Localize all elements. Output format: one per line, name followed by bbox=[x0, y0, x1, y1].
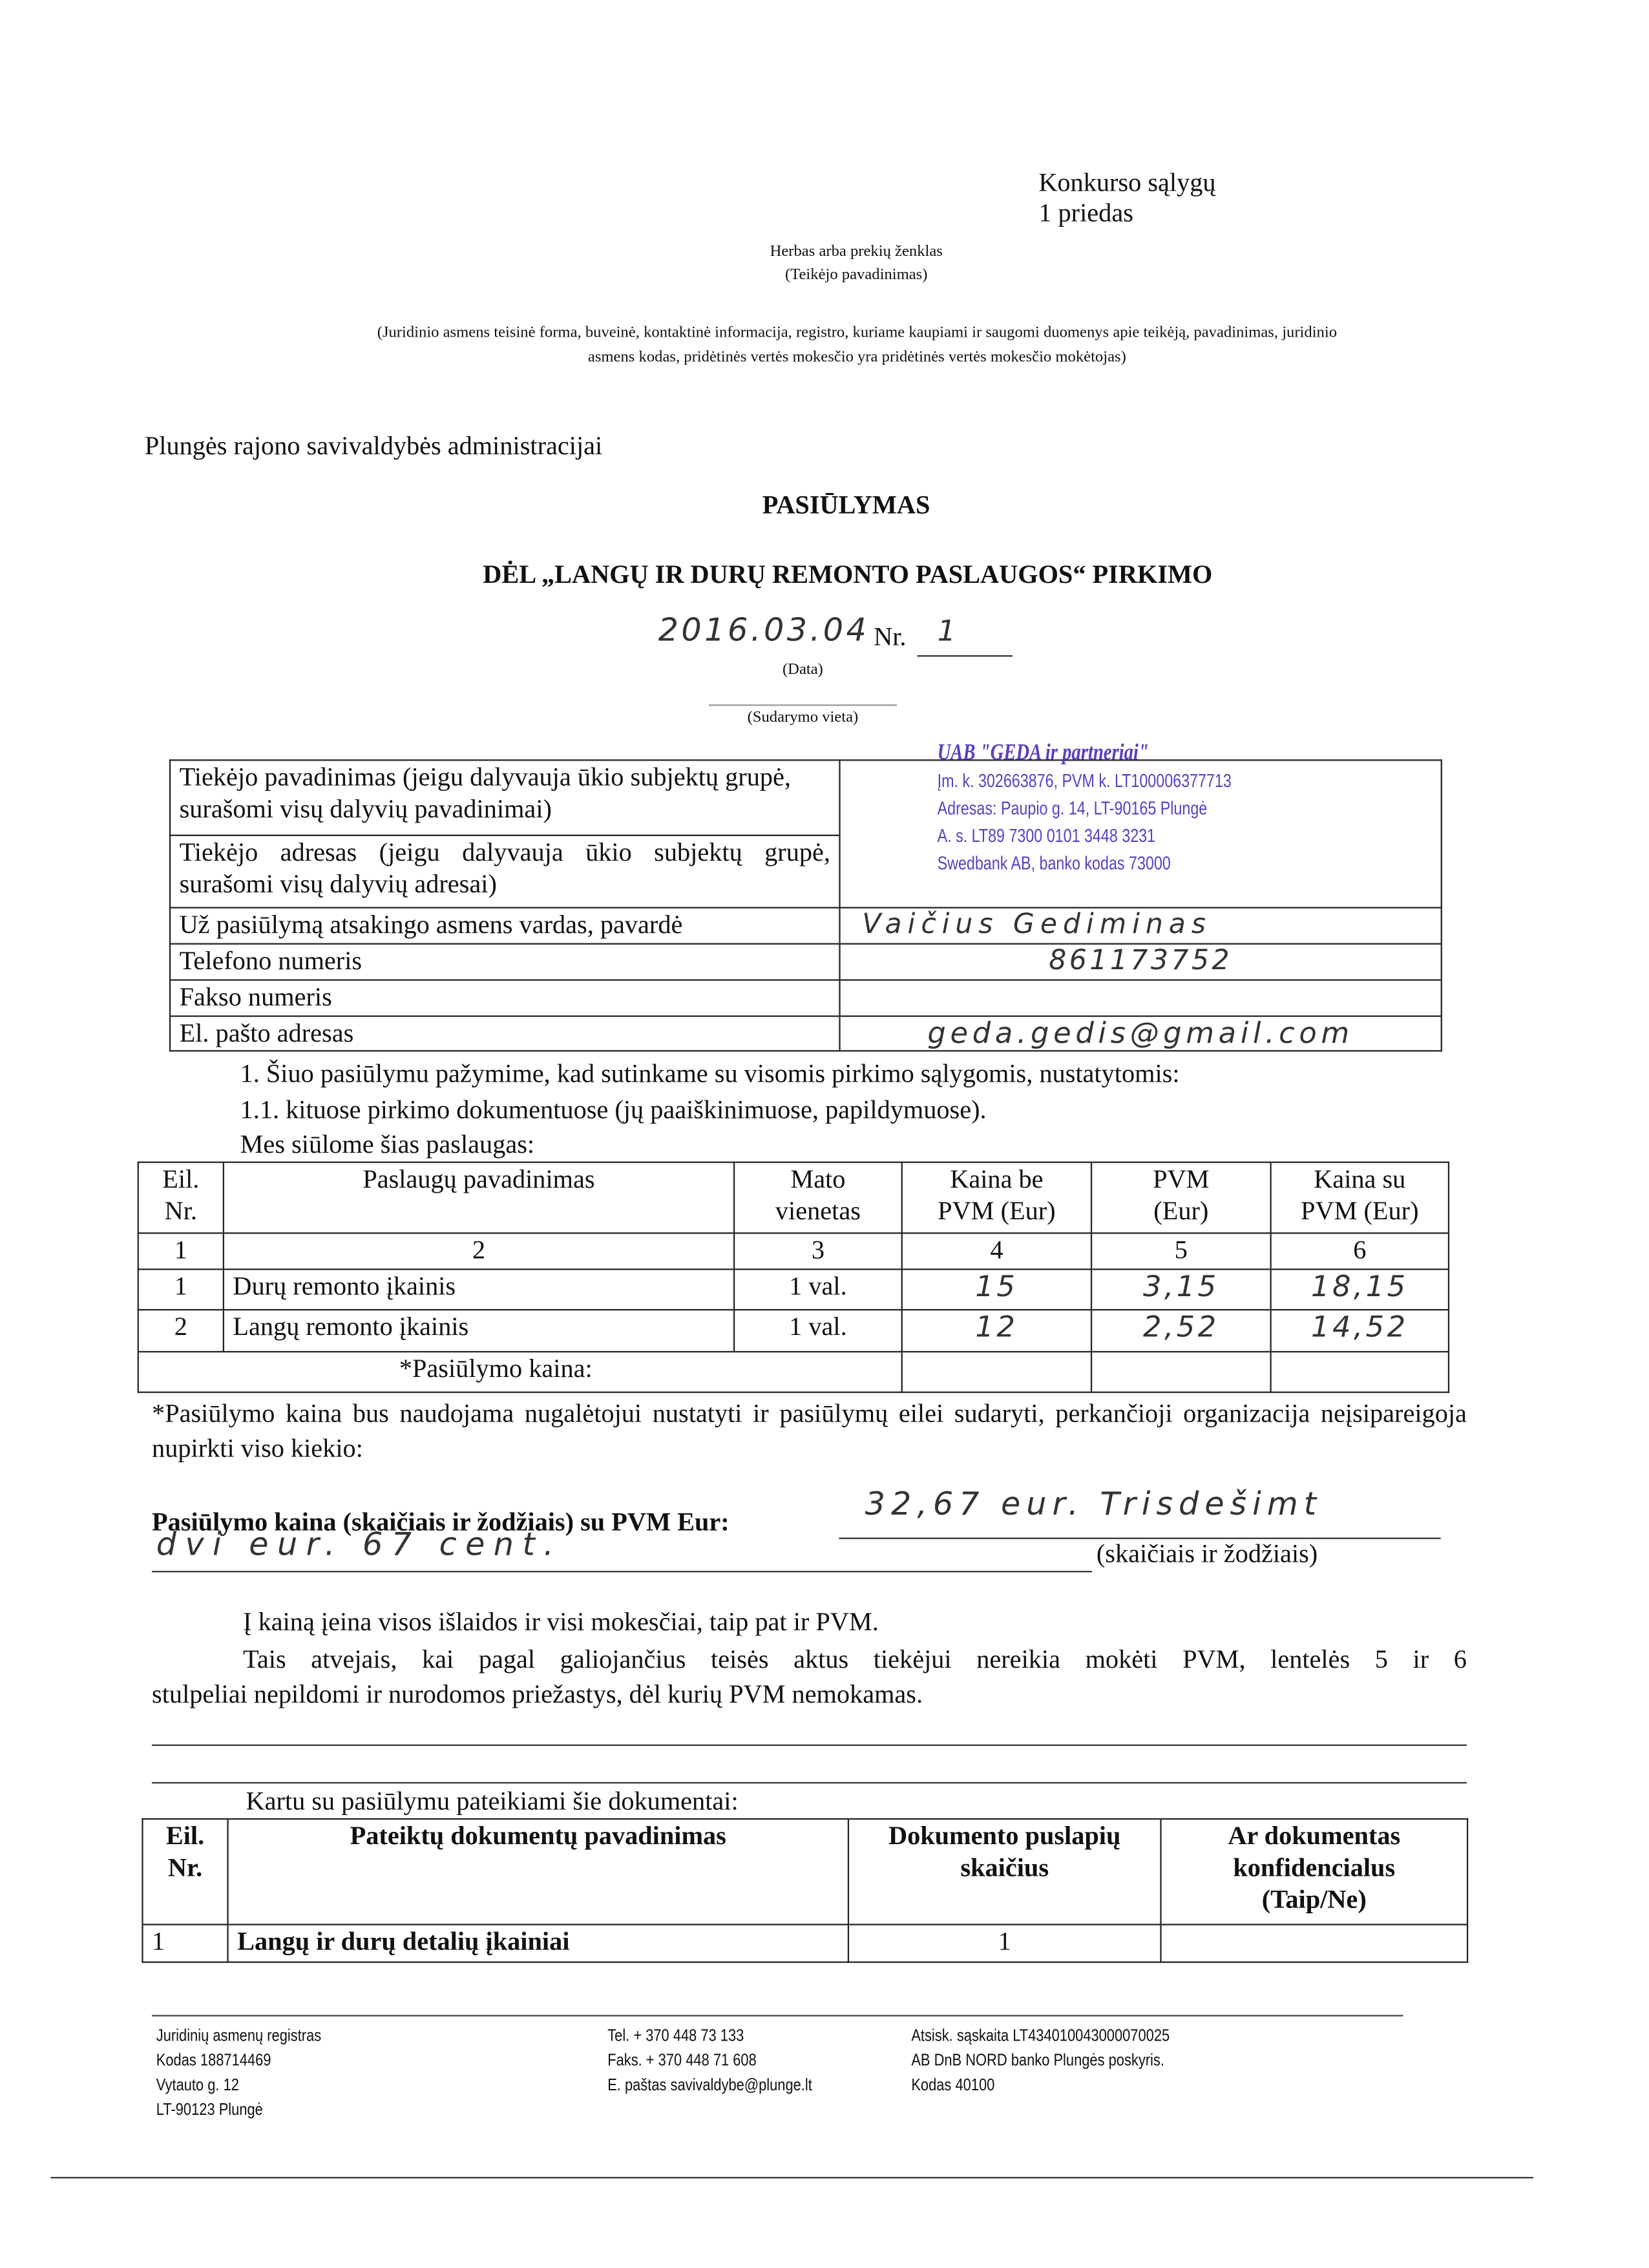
total-cell bbox=[902, 1352, 1091, 1392]
supplier-table bbox=[169, 759, 1442, 1051]
annex-line: 1 priedas bbox=[1038, 198, 1133, 227]
header-text: skaičius bbox=[960, 1853, 1049, 1882]
header-service-name: Paslaugų pavadinimas bbox=[224, 1162, 734, 1234]
price-handwritten-line2: dvi eur. 67 cent. bbox=[156, 1527, 563, 1564]
cell: Langų remonto įkainis bbox=[224, 1310, 734, 1352]
header-text: (Taip/Ne) bbox=[1261, 1884, 1367, 1914]
header-text: Eil. bbox=[165, 1821, 205, 1851]
cell: 3,15 bbox=[1091, 1269, 1271, 1310]
footer-line: Vytauto g. 12 bbox=[156, 2077, 239, 2095]
price-caption: (skaičiais ir žodžiais) bbox=[1096, 1538, 1318, 1568]
header-text: Nr. bbox=[167, 1853, 203, 1882]
vat-paragraph: stulpeliai nepildomi ir nurodomos priežastys, dėl kurių PVM nemokamas. bbox=[152, 1679, 923, 1708]
footer-line: LT-90123 Plungė bbox=[156, 2101, 263, 2119]
cell: 1 val. bbox=[734, 1269, 902, 1310]
addressee: Plungės rajono savivaldybės administracijai bbox=[144, 431, 603, 460]
annex-line: Konkurso sąlygų bbox=[1038, 167, 1216, 197]
stamp-line: Įm. k. 302663876, PVM k. LT100006377713 bbox=[937, 769, 1232, 792]
footer-line: Juridinių asmenų registras bbox=[156, 2028, 322, 2046]
cell: Langų ir durų detalių įkainiai bbox=[228, 1924, 848, 1962]
date-caption: (Data) bbox=[782, 661, 823, 678]
phone-label: Telefono numeris bbox=[170, 944, 839, 980]
price-label: Pasiūlymo kaina (skaičiais ir žodžiais) su PVM Eur: bbox=[152, 1507, 730, 1537]
footer-contacts bbox=[607, 2025, 812, 2099]
numbering-row bbox=[138, 1233, 1449, 1269]
total-label: *Pasiūlymo kaina: bbox=[138, 1352, 902, 1392]
cell: 1 bbox=[143, 1924, 228, 1962]
header-text: PVM (Eur) bbox=[938, 1196, 1056, 1226]
emblem-line: (Teikėjo pavadinimas) bbox=[784, 266, 928, 284]
statement-line: Mes siūlome šias paslaugas: bbox=[240, 1129, 535, 1159]
header-text: (Eur) bbox=[1153, 1196, 1209, 1226]
footer-line: Faks. + 370 448 71 608 bbox=[607, 2052, 757, 2070]
header-text: Ar dokumentas bbox=[1228, 1821, 1401, 1851]
col-number: 4 bbox=[902, 1233, 1091, 1269]
cell: Durų remonto įkainis bbox=[224, 1269, 734, 1310]
stamp-line: A. s. LT89 7300 0101 3448 3231 bbox=[937, 824, 1156, 846]
cell: 1 bbox=[138, 1269, 224, 1310]
header-text: Kaina be bbox=[950, 1164, 1044, 1193]
footer-line: Tel. + 370 448 73 133 bbox=[607, 2028, 744, 2046]
services-table bbox=[138, 1162, 1449, 1393]
footer-line: Kodas 40100 bbox=[911, 2077, 995, 2095]
nr-label: Nr. bbox=[874, 622, 907, 651]
footer-line: Kodas 188714469 bbox=[156, 2052, 271, 2070]
footer-line: Atsisk. sąskaita LT434010043000070025 bbox=[911, 2028, 1170, 2046]
col-number: 3 bbox=[734, 1233, 902, 1269]
vat-paragraph: Į kainą įeina visos išlaidos ir visi mokesčiai, taip pat ir PVM. bbox=[243, 1607, 879, 1636]
documents-table bbox=[142, 1818, 1468, 1963]
contact-person-value: Vaičius Gediminas bbox=[840, 908, 1442, 944]
statement-line: 1.1. kituose pirkimo dokumentuose (jų paaiškinimuose, papildymuose). bbox=[240, 1094, 987, 1124]
cell bbox=[1161, 1924, 1467, 1962]
cell: 1 bbox=[848, 1924, 1161, 1962]
cell: 2,52 bbox=[1091, 1310, 1271, 1352]
header-confidential bbox=[1161, 1819, 1467, 1924]
cell: 12 bbox=[902, 1310, 1091, 1352]
col-number: 5 bbox=[1091, 1233, 1271, 1269]
contact-person-label: Už pasiūlymą atsakingo asmens vardas, pavardė bbox=[170, 908, 839, 944]
legal-note-line: (Juridinio asmens teisinė forma, buveinė, kontaktinė informacija, registro, kuriame kaupiami ir saugomi duomenys apie teikėją, pavadinimas, juridinio bbox=[377, 324, 1338, 342]
price-note: *Pasiūlymo kaina bus naudojama nugalėtojui nustatyti ir pasiūlymų eilei sudaryti, perkančioji organizacija neįsipareigoja nupirkti viso kiekio: bbox=[152, 1398, 1467, 1463]
header-unit bbox=[734, 1162, 902, 1234]
total-cell bbox=[1271, 1352, 1449, 1392]
fax-value bbox=[840, 980, 1442, 1016]
footer-line: AB DnB NORD banko Plungės poskyris. bbox=[911, 2052, 1164, 2070]
header-eil bbox=[138, 1162, 224, 1234]
table-row bbox=[138, 1310, 1449, 1352]
email-label: El. pašto adresas bbox=[170, 1016, 839, 1051]
emblem-line: Herbas arba prekių ženklas bbox=[770, 243, 943, 260]
footer-line: E. paštas savivaldybe@plunge.lt bbox=[607, 2077, 812, 2095]
col-number: 1 bbox=[138, 1233, 224, 1269]
header-text: konfidencialus bbox=[1233, 1853, 1396, 1882]
stamp-line: Swedbank AB, banko kodas 73000 bbox=[937, 852, 1171, 874]
header-text: Mato bbox=[790, 1164, 846, 1193]
col-number: 6 bbox=[1271, 1233, 1449, 1269]
header-doc-name: Pateiktų dokumentų pavadinimas bbox=[228, 1819, 848, 1924]
cell: 15 bbox=[902, 1269, 1091, 1310]
cell: 18,15 bbox=[1271, 1269, 1449, 1310]
nr-handwritten: 1 bbox=[937, 613, 959, 648]
cell: 2 bbox=[138, 1310, 224, 1352]
legal-note bbox=[217, 321, 1497, 370]
document-subtitle: DĖL „LANGŲ IR DURŲ REMONTO PASLAUGOS“ PIRKIMO bbox=[483, 560, 1213, 589]
date-handwritten: 2016.03.04 bbox=[658, 613, 870, 650]
docs-intro: Kartu su pasiūlymu pateikiami šie dokumentai: bbox=[246, 1786, 739, 1816]
header-text: vienetas bbox=[775, 1196, 861, 1226]
header-text: Eil. bbox=[162, 1164, 200, 1193]
supplier-address-label: Tiekėjo adresas (jeigu dalyvauja ūkio subjektų grupė, surašomi visų dalyvių adresai) bbox=[170, 835, 839, 908]
header-text: Kaina su bbox=[1314, 1164, 1406, 1193]
total-cell bbox=[1091, 1352, 1271, 1392]
email-value: geda.gedis@gmail.com bbox=[840, 1016, 1442, 1051]
footer-registry bbox=[156, 2025, 321, 2123]
company-stamp bbox=[938, 739, 1232, 877]
col-number: 2 bbox=[224, 1233, 734, 1269]
phone-value: 861173752 bbox=[840, 944, 1442, 980]
header-vat bbox=[1091, 1162, 1271, 1234]
table-row bbox=[138, 1269, 1449, 1310]
fax-label: Fakso numeris bbox=[170, 980, 839, 1016]
header-eil bbox=[143, 1819, 228, 1924]
stamp-line: Adresas: Paupio g. 14, LT-90165 Plungė bbox=[937, 797, 1208, 819]
statements bbox=[240, 1056, 1180, 1162]
header-text: Dokumento puslapių bbox=[888, 1821, 1121, 1851]
statement-line: 1. Šiuo pasiūlymu pažymime, kad sutinkame su visomis pirkimo sąlygomis, nustatytomis: bbox=[240, 1058, 1180, 1088]
header-price-with-vat bbox=[1271, 1162, 1449, 1234]
document-title: PASIŪLYMAS bbox=[762, 490, 930, 520]
cell: 1 val. bbox=[734, 1310, 902, 1352]
footer-bank bbox=[911, 2025, 1170, 2099]
header-text: Nr. bbox=[164, 1196, 198, 1226]
stamp-line: UAB "GEDA ir partneriai" bbox=[937, 740, 1149, 766]
vat-paragraph: Tais atvejais, kai pagal galiojančius teisės aktus tiekėjui nereikia mokėti PVM, lentelės 5 ir 6 bbox=[243, 1644, 1467, 1674]
cell: 14,52 bbox=[1271, 1310, 1449, 1352]
supplier-name-label: Tiekėjo pavadinimas (jeigu dalyvauja ūkio subjektų grupė, surašomi visų dalyvių pavadinimai) bbox=[170, 760, 839, 835]
emblem-caption bbox=[711, 240, 1001, 287]
header-text: PVM bbox=[1153, 1164, 1210, 1193]
legal-note-line: asmens kodas, pridėtinės vertės mokesčio yra pridėtinės vertės mokesčio mokėtojas) bbox=[587, 348, 1126, 366]
header-page-count bbox=[848, 1819, 1161, 1924]
place-caption: (Sudarymo vieta) bbox=[747, 708, 859, 726]
header-price-no-vat bbox=[902, 1162, 1091, 1234]
price-handwritten-line1: 32,67 eur. Trisdešimt bbox=[865, 1487, 1322, 1524]
annex-label bbox=[1038, 168, 1215, 229]
table-row bbox=[143, 1924, 1468, 1962]
header-text: PVM (Eur) bbox=[1301, 1196, 1419, 1226]
